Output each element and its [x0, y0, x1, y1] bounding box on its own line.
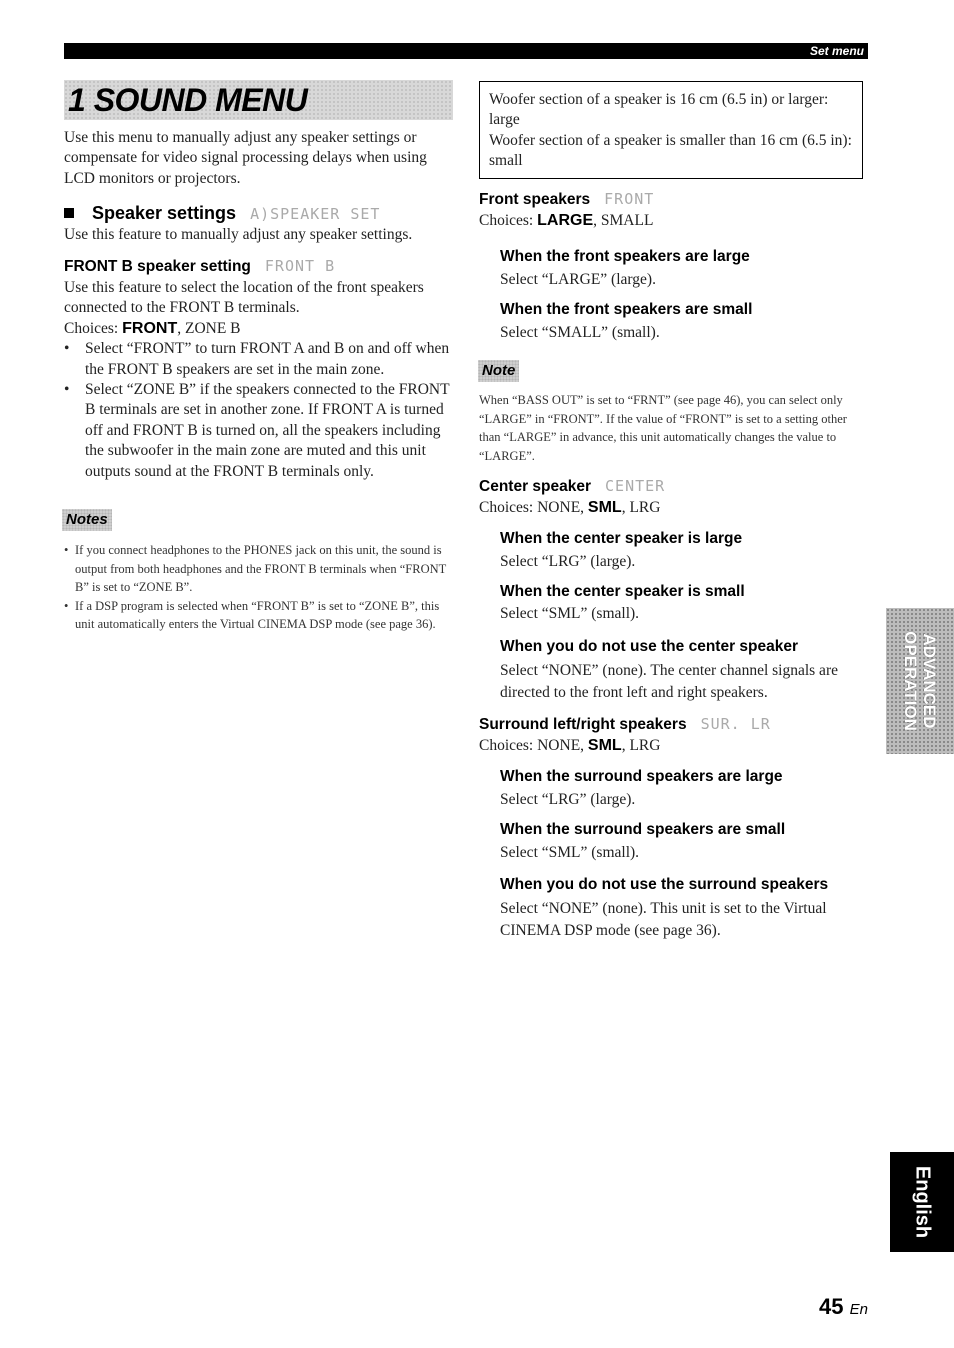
list-item: • If a DSP program is selected when “FRONT B” is set to “ZONE B”, this unit automatically enters the Virtual CINEMA DSP mode (see page 36).: [64, 597, 454, 634]
surround-large-heading: When the surround speakers are large: [500, 768, 783, 785]
default-choice: SML: [587, 499, 622, 516]
surround-small-heading: When the surround speakers are small: [500, 821, 786, 838]
notes-label: Notes: [62, 509, 112, 531]
front-b-bullets: [64, 339, 454, 482]
lcd-label: SUR. LR: [700, 715, 771, 733]
center-small-heading: When the center speaker is small: [500, 583, 745, 600]
front-large-text: Select “LARGE” (large).: [500, 271, 656, 288]
front-small-text: Select “SMALL” (small).: [500, 324, 660, 341]
note-text: When “BASS OUT” is set to “FRNT” (see page 46), you can select only “LARGE” in “FRONT”. If the value of “FRONT” is set to a setting other than “LARGE” in advance, this unit automatically changes the value to “LARGE”.: [479, 393, 847, 463]
surround-small-text: Select “SML” (small).: [500, 844, 640, 861]
surround-none-heading: When you do not use the surround speakers: [500, 876, 829, 893]
lcd-label: CENTER: [605, 477, 666, 495]
front-b-desc: Use this feature to select the location of the front speakers connected to the FRONT B terminals.: [64, 279, 424, 317]
center-small-text: Select “SML” (small).: [500, 605, 640, 622]
page-title: 1 SOUND MENU: [68, 82, 308, 118]
language-code: En: [849, 1301, 868, 1318]
notes-list: [64, 541, 454, 634]
list-item: • Select “ZONE B” if the speakers connected to the FRONT B terminals are set in another zone. If FRONT A is turned off and FRONT B is turned on, all the speakers including the subwoofer in the main zone are muted and this unit outputs sound at the FRONT B terminals only.: [64, 380, 454, 482]
woofer-info-box: [479, 81, 863, 179]
list-item: • If you connect headphones to the PHONES jack on this unit, the sound is output from both headphones and the FRONT B terminals when “FRONT B” is set to “ZONE B”.: [64, 541, 454, 597]
intro-text: Use this menu to manually adjust any speaker settings or compensate for video signal processing delays when using LCD monitors or projectors.: [64, 129, 427, 187]
speaker-settings-heading: [64, 202, 456, 226]
center-choices: Choices: NONE, SML, LRG: [479, 499, 661, 516]
default-choice: FRONT: [122, 319, 178, 337]
lcd-label: A)SPEAKER SET: [250, 205, 381, 223]
center-large-text: Select “LRG” (large).: [500, 553, 636, 570]
front-speakers-heading: [479, 189, 869, 210]
header-bar: [64, 43, 868, 59]
section-heading: Speaker settings: [92, 203, 237, 223]
lcd-label: FRONT: [604, 190, 655, 208]
subheading: Center speaker: [479, 478, 592, 495]
woofer-small-text: Woofer section of a speaker is smaller than 16 cm (6.5 in): small: [489, 131, 852, 170]
center-none-text: Select “NONE” (none). The center channel signals are directed to the front left and right speakers.: [500, 662, 838, 701]
center-none-heading: When you do not use the center speaker: [500, 638, 799, 655]
woofer-large-text: Woofer section of a speaker is 16 cm (6.5 in) or larger: large: [489, 91, 829, 129]
surround-heading: [479, 714, 869, 735]
front-speakers-choices: Choices: LARGE, SMALL: [479, 212, 654, 229]
front-small-heading: When the front speakers are small: [500, 301, 753, 318]
side-tab-advanced-operation: ADVANCED OPERATION: [886, 608, 954, 754]
front-b-body: [64, 278, 454, 482]
note-label: Note: [478, 360, 519, 382]
subheading: FRONT B speaker setting: [64, 258, 251, 275]
default-choice: LARGE: [537, 212, 594, 229]
surround-large-text: Select “LRG” (large).: [500, 791, 636, 808]
subheading: Surround left/right speakers: [479, 716, 687, 733]
lcd-label: FRONT B: [264, 257, 336, 275]
page-number: 45 En: [819, 1294, 868, 1319]
speaker-settings-desc: Use this feature to manually adjust any speaker settings.: [64, 226, 413, 243]
list-item: • Select “FRONT” to turn FRONT A and B on and off when the FRONT B speakers are set in the main zone.: [64, 339, 454, 380]
subheading: Front speakers: [479, 191, 591, 208]
surround-choices: Choices: NONE, SML, LRG: [479, 737, 661, 754]
front-b-choices: Choices: FRONT, ZONE B: [64, 319, 241, 337]
page-title-box: [64, 80, 453, 120]
surround-none-text: Select “NONE” (none). This unit is set to the Virtual CINEMA DSP mode (see page 36).: [500, 900, 827, 939]
square-bullet-icon: [64, 208, 74, 218]
default-choice: SML: [587, 737, 622, 754]
center-large-heading: When the center speaker is large: [500, 530, 743, 547]
front-large-heading: When the front speakers are large: [500, 248, 750, 265]
section-label: Set menu: [809, 44, 864, 58]
side-tab-english: English: [890, 1152, 954, 1252]
center-heading: [479, 476, 869, 497]
front-b-heading: [64, 256, 456, 277]
